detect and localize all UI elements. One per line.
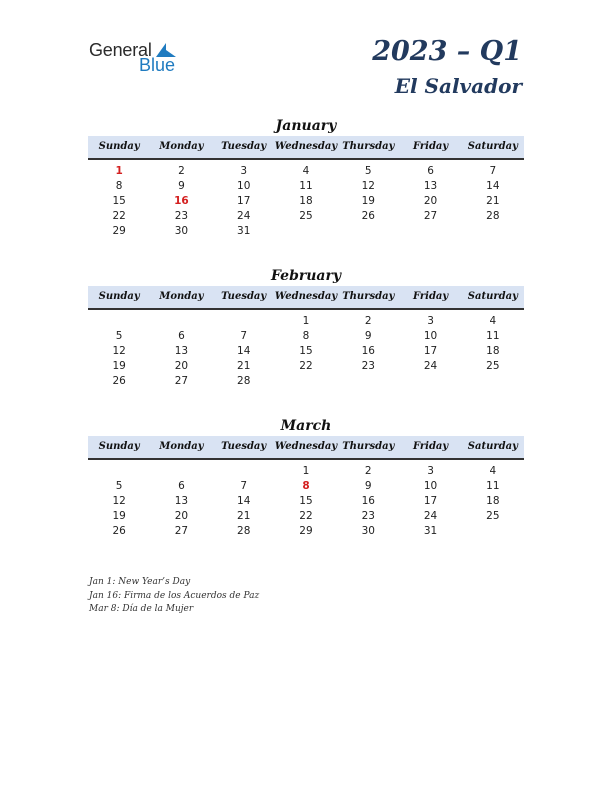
- day-cell: 31: [423, 525, 438, 537]
- day-cell: 19: [112, 510, 126, 522]
- day-cell: 3: [427, 465, 434, 477]
- weekday-label: Sunday: [98, 441, 140, 452]
- day-cell: 9: [178, 180, 185, 192]
- month-name: January: [275, 118, 337, 134]
- day-cell: 30: [361, 525, 375, 537]
- weekday-label: Friday: [412, 291, 449, 302]
- logo-word-general: General: [89, 40, 152, 60]
- week-row: [88, 329, 524, 344]
- day-cell: 18: [486, 345, 500, 357]
- empty-day-cell: [399, 224, 461, 239]
- weekday-label: Monday: [159, 291, 204, 302]
- empty-day-cell: [88, 314, 150, 329]
- holiday-day-cell: 1: [115, 165, 123, 177]
- day-cell: 11: [486, 480, 500, 492]
- empty-day-cell: [213, 314, 275, 329]
- day-cell: 10: [423, 480, 438, 492]
- day-cell: 26: [112, 525, 126, 537]
- weekday-header-row: [88, 436, 524, 460]
- week-row: [88, 509, 524, 524]
- weekday-label: Wednesday: [274, 291, 338, 302]
- day-cell: 4: [489, 315, 497, 327]
- week-row: [88, 464, 524, 479]
- holiday-note: Jan 16: Firma de los Acuerdos de Paz: [89, 590, 260, 601]
- empty-day-cell: [399, 374, 461, 389]
- day-cell: 23: [361, 360, 375, 372]
- day-cell: 16: [361, 495, 375, 507]
- day-cell: 8: [302, 330, 310, 342]
- day-cell: 9: [364, 330, 372, 342]
- country-title: El Salvador: [394, 74, 522, 98]
- month-block-february: [88, 266, 524, 389]
- day-cell: 26: [112, 375, 126, 387]
- empty-day-cell: [275, 374, 337, 389]
- empty-day-cell: [150, 464, 212, 479]
- holiday-note: Mar 8: Día de la Mujer: [89, 604, 194, 614]
- day-cell: 5: [115, 480, 123, 492]
- day-cell: 2: [364, 315, 372, 327]
- day-cell: 17: [423, 345, 438, 357]
- day-cell: 24: [423, 510, 438, 522]
- day-cell: 19: [112, 360, 126, 372]
- day-cell: 15: [299, 495, 313, 507]
- holiday-day-cell: 8: [302, 480, 310, 492]
- weekday-label: Wednesday: [274, 441, 338, 452]
- week-row: [88, 494, 524, 509]
- week-row: [88, 359, 524, 374]
- day-cell: 12: [112, 345, 126, 357]
- empty-day-cell: [275, 224, 337, 239]
- day-cell: 22: [299, 510, 313, 522]
- day-cell: 8: [115, 180, 123, 192]
- day-cell: 13: [174, 345, 189, 357]
- weekday-label: Saturday: [467, 441, 518, 452]
- weekday-header-row: [88, 136, 524, 160]
- weekday-label: Monday: [159, 441, 204, 452]
- day-cell: 27: [174, 375, 189, 387]
- day-cell: 24: [423, 360, 438, 372]
- weekday-label: Sunday: [98, 141, 140, 152]
- month-name: March: [280, 418, 332, 434]
- day-cell: 7: [240, 330, 248, 342]
- day-cell: 1: [302, 315, 310, 327]
- day-cell: 13: [174, 495, 189, 507]
- day-cell: 12: [361, 180, 375, 192]
- day-cell: 25: [299, 210, 313, 222]
- weekday-label: Saturday: [467, 291, 518, 302]
- day-cell: 16: [361, 345, 375, 357]
- empty-day-cell: [213, 464, 275, 479]
- weekday-header-row: [88, 286, 524, 310]
- week-row: [88, 164, 524, 179]
- day-cell: 21: [237, 360, 251, 372]
- holiday-notes: [89, 576, 259, 617]
- weekday-label: Thursday: [342, 141, 395, 152]
- week-row: [88, 479, 524, 494]
- day-cell: 20: [423, 195, 438, 207]
- week-row: [88, 179, 524, 194]
- day-cell: 24: [237, 210, 251, 222]
- day-cell: 22: [112, 210, 126, 222]
- day-cell: 5: [364, 165, 372, 177]
- day-cell: 6: [427, 165, 434, 177]
- day-cell: 15: [112, 195, 126, 207]
- day-cell: 14: [237, 345, 251, 357]
- week-row: [88, 524, 524, 539]
- day-cell: 1: [302, 465, 310, 477]
- weekday-label: Monday: [159, 141, 204, 152]
- empty-day-cell: [88, 464, 150, 479]
- day-cell: 14: [237, 495, 251, 507]
- weekday-label: Tuesday: [221, 291, 267, 302]
- day-cell: 26: [361, 210, 375, 222]
- day-cell: 3: [240, 165, 248, 177]
- quarter-title: 2023 – Q1: [372, 36, 522, 67]
- day-cell: 18: [486, 495, 500, 507]
- month-name: February: [270, 268, 341, 284]
- day-cell: 15: [299, 345, 313, 357]
- week-row: [88, 194, 524, 209]
- day-cell: 25: [486, 360, 500, 372]
- day-cell: 7: [240, 480, 248, 492]
- month-block-january: [88, 116, 524, 239]
- empty-day-cell: [462, 374, 524, 389]
- empty-day-cell: [337, 374, 399, 389]
- holiday-day-cell: 16: [174, 195, 189, 207]
- week-row: [88, 314, 524, 329]
- empty-day-cell: [337, 224, 399, 239]
- day-cell: 28: [486, 210, 500, 222]
- empty-day-cell: [150, 314, 212, 329]
- day-cell: 13: [423, 180, 438, 192]
- day-cell: 4: [489, 465, 497, 477]
- day-cell: 11: [299, 180, 313, 192]
- weekday-label: Wednesday: [274, 141, 338, 152]
- month-block-march: [88, 416, 524, 539]
- weekday-label: Thursday: [342, 441, 395, 452]
- day-cell: 27: [423, 210, 438, 222]
- day-cell: 25: [486, 510, 500, 522]
- week-row: [88, 209, 524, 224]
- day-cell: 18: [299, 195, 313, 207]
- day-cell: 20: [174, 360, 189, 372]
- day-cell: 29: [112, 225, 126, 237]
- weekday-label: Thursday: [342, 291, 395, 302]
- day-cell: 17: [423, 495, 438, 507]
- day-cell: 30: [174, 225, 189, 237]
- day-cell: 11: [486, 330, 500, 342]
- day-cell: 20: [174, 510, 189, 522]
- day-cell: 9: [364, 480, 372, 492]
- weekday-label: Sunday: [98, 291, 140, 302]
- weekday-label: Tuesday: [221, 141, 267, 152]
- week-row: [88, 224, 524, 239]
- day-cell: 10: [423, 330, 438, 342]
- day-cell: 19: [361, 195, 375, 207]
- day-cell: 17: [237, 195, 251, 207]
- week-row: [88, 344, 524, 359]
- day-cell: 22: [299, 360, 313, 372]
- day-cell: 21: [486, 195, 500, 207]
- day-cell: 3: [427, 315, 434, 327]
- day-cell: 21: [237, 510, 251, 522]
- day-cell: 12: [112, 495, 126, 507]
- holiday-note: Jan 1: New Year’s Day: [89, 577, 191, 587]
- day-cell: 5: [115, 330, 123, 342]
- day-cell: 6: [178, 330, 185, 342]
- day-cell: 6: [178, 480, 185, 492]
- day-cell: 28: [237, 525, 251, 537]
- empty-day-cell: [462, 524, 524, 539]
- weekday-label: Friday: [412, 141, 449, 152]
- day-cell: 2: [364, 465, 372, 477]
- day-cell: 27: [174, 525, 189, 537]
- generalblue-logo: [89, 40, 189, 76]
- day-cell: 4: [302, 165, 310, 177]
- day-cell: 29: [299, 525, 313, 537]
- day-cell: 28: [237, 375, 251, 387]
- weekday-label: Friday: [412, 441, 449, 452]
- day-cell: 23: [174, 210, 189, 222]
- day-cell: 2: [178, 165, 185, 177]
- day-cell: 23: [361, 510, 375, 522]
- day-cell: 10: [237, 180, 251, 192]
- empty-day-cell: [462, 224, 524, 239]
- weekday-label: Saturday: [467, 141, 518, 152]
- day-cell: 31: [237, 225, 251, 237]
- weekday-label: Tuesday: [221, 441, 267, 452]
- week-row: [88, 374, 524, 389]
- day-cell: 14: [486, 180, 500, 192]
- logo-word-blue: Blue: [139, 55, 176, 75]
- day-cell: 7: [489, 165, 497, 177]
